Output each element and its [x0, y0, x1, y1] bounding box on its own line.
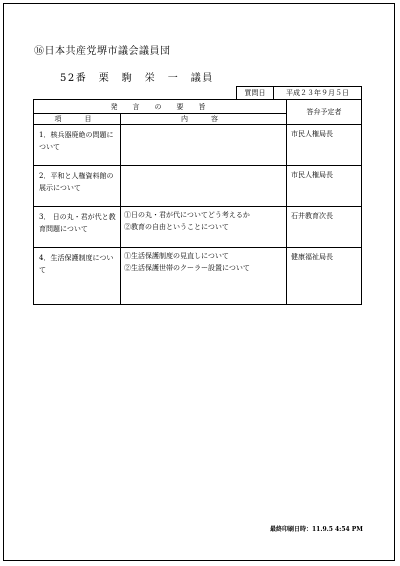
row-respondent: 石井教育次長: [287, 207, 362, 248]
party-name: ⑯日本共産党堺市議会議員団: [34, 46, 171, 57]
member-name: 52番 栗 駒 栄 一 議員: [60, 73, 214, 84]
row-content: [121, 248, 287, 305]
row-respondent: 市民人権局長: [287, 125, 362, 166]
row-respondent: 健康福祉局長: [287, 248, 362, 305]
table-row: [34, 166, 362, 207]
table-row: [34, 248, 362, 305]
table-row: [34, 207, 362, 248]
row-content: [121, 207, 287, 248]
row-content: [121, 125, 287, 166]
question-date-box: [236, 86, 362, 100]
question-date-value: 平成２３年９月５日: [286, 89, 349, 97]
content-line: ②生活保護世帯のクーラー設置について: [124, 264, 250, 272]
content-line: ①生活保護制度の見直しについて: [124, 252, 229, 260]
item-column-header: 項 目: [34, 114, 121, 125]
content-line: ②教育の自由ということについて: [124, 223, 229, 231]
question-date-label: 質問日: [237, 87, 274, 99]
respondent-header: 答弁予定者: [287, 100, 362, 125]
question-table: [33, 99, 362, 305]
row-content: [121, 166, 287, 207]
table-row: [34, 125, 362, 166]
row-respondent: 市民人権局長: [287, 166, 362, 207]
outline-header: 発 言 の 要 旨: [34, 100, 287, 114]
row-item: 4．生活保護制度について: [34, 248, 121, 305]
row-item: 2．平和と人権資料館の展示について: [34, 166, 121, 207]
row-item: 3． 日の丸・君が代と教育問題について: [34, 207, 121, 248]
print-timestamp: 最終印刷日時：11.9.5 4:54 PM: [270, 526, 363, 533]
content-line: ①日の丸・君が代についてどう考えるか: [124, 211, 250, 219]
row-item: 1．核兵器廃絶の問題について: [34, 125, 121, 166]
content-column-header: 内 容: [121, 114, 287, 125]
